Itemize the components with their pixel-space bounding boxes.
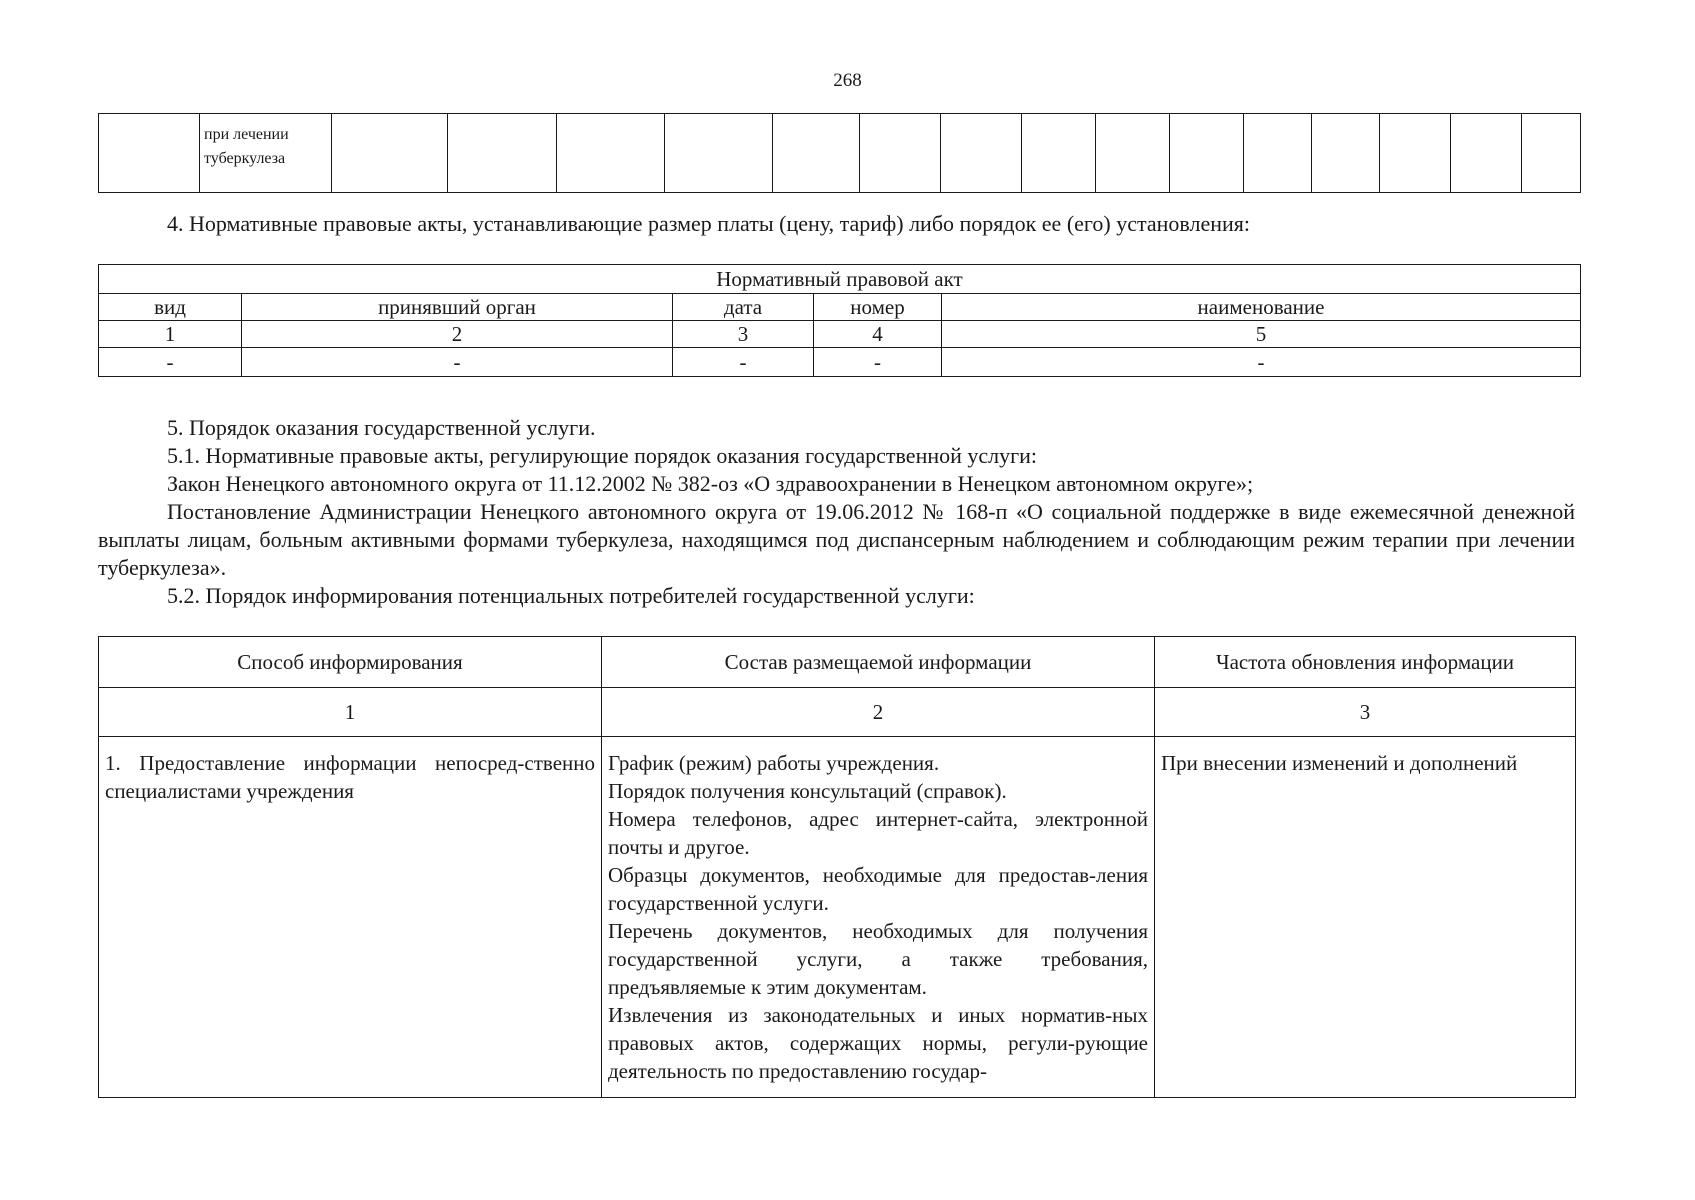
table-cell — [557, 114, 665, 193]
table-row — [99, 114, 1581, 193]
table-header-row — [99, 637, 1576, 688]
content-cell — [602, 737, 1155, 1098]
content-line: Перечень документов, необходимых для получения государственной услуги, а также требования, предъявляемые к этим документам. — [608, 919, 1148, 999]
table-cell: - — [242, 348, 673, 377]
section-5-2-heading: 5.2. Порядок информирования потенциальных потребителей государственной услуги: — [167, 583, 975, 608]
table-row — [99, 737, 1576, 1098]
column-header-authority: принявший орган — [242, 294, 673, 321]
table-header-row — [99, 265, 1581, 294]
table-cell — [448, 114, 557, 193]
section-4-heading: 4. Нормативные правовые акты, устанавливающие размер платы (цену, тариф) либо порядок ее (его) установления: — [167, 211, 1251, 236]
column-header-content: Состав размещаемой информации — [602, 637, 1155, 688]
content-line: Образцы документов, необходимые для предостав-ления государственной услуги. — [608, 863, 1148, 915]
frequency-cell: При внесении изменений и дополнений — [1155, 737, 1576, 1098]
column-number: 3 — [1155, 688, 1576, 737]
table-header-row — [99, 294, 1581, 321]
content-line: График (режим) работы учреждения. — [608, 751, 940, 775]
table-cell — [1022, 114, 1096, 193]
column-header-frequency: Частота обновления информации — [1155, 637, 1576, 688]
section-5-heading: 5. Порядок оказания государственной услуги. — [167, 415, 596, 440]
table-cell — [1096, 114, 1170, 193]
table-cell — [773, 114, 860, 193]
table-cell: - — [99, 348, 242, 377]
table-cell — [665, 114, 773, 193]
section-5 — [98, 414, 1575, 610]
law-reference: Закон Ненецкого автономного округа от 11.12.2002 № 382-оз «О здравоохранении в Ненецком автономном округе»; — [167, 471, 1254, 496]
informing-table — [98, 636, 1576, 1098]
label-line: туберкулеза — [204, 150, 286, 167]
decree-reference: Постановление Администрации Ненецкого автономного округа от 19.06.2012 № 168-п «О социальной поддержке в виде ежемесячной денежной выплаты лицам, больным активными формами туберкулеза, находящимся под диспансерным наблюдением и соблюдающим режим терапии при лечении туберкулеза». — [98, 499, 1575, 580]
section-5-1-heading: 5.1. Нормативные правовые акты, регулирующие порядок оказания государственной услуги: — [167, 443, 1038, 468]
column-number: 2 — [602, 688, 1155, 737]
column-number: 1 — [99, 688, 602, 737]
table-cell — [860, 114, 941, 193]
column-number: 4 — [814, 321, 942, 348]
table-cell: - — [673, 348, 814, 377]
table-cell — [1170, 114, 1244, 193]
table-cell — [1244, 114, 1312, 193]
column-header-method: Способ информирования — [99, 637, 602, 688]
group-header-cell: Нормативный правовой акт — [99, 265, 1581, 294]
table-cell — [941, 114, 1022, 193]
column-number: 3 — [673, 321, 814, 348]
table-row — [99, 688, 1576, 737]
table-row — [99, 321, 1581, 348]
table-cell — [99, 114, 200, 193]
content-line: Извлечения из законодательных и иных норматив-ных правовых актов, содержащих нормы, регули-рующие деятельность по предоставлению государ- — [608, 1003, 1148, 1083]
label-line: при лечении — [204, 126, 289, 143]
table-row — [99, 348, 1581, 377]
column-header-date: дата — [673, 294, 814, 321]
table-cell — [1451, 114, 1522, 193]
column-number: 1 — [99, 321, 242, 348]
table-cell — [1380, 114, 1451, 193]
content-line: Номера телефонов, адрес интернет-сайта, электронной почты и другое. — [608, 807, 1148, 859]
column-header-title: наименование — [942, 294, 1581, 321]
method-cell: 1. Предоставление информации непосред-ственно специалистами учреждения — [99, 737, 602, 1098]
continuation-table — [98, 113, 1581, 193]
column-header-number: номер — [814, 294, 942, 321]
table-cell-label — [200, 114, 332, 193]
content-line: Порядок получения консультаций (справок). — [608, 779, 1007, 803]
table-cell — [1312, 114, 1380, 193]
page-number: 268 — [833, 70, 862, 91]
table-cell: - — [942, 348, 1581, 377]
column-number: 5 — [942, 321, 1581, 348]
table-cell — [332, 114, 448, 193]
column-number: 2 — [242, 321, 673, 348]
table-cell — [1522, 114, 1581, 193]
column-header-type: вид — [99, 294, 242, 321]
table-cell: - — [814, 348, 942, 377]
normative-acts-table — [98, 264, 1581, 377]
